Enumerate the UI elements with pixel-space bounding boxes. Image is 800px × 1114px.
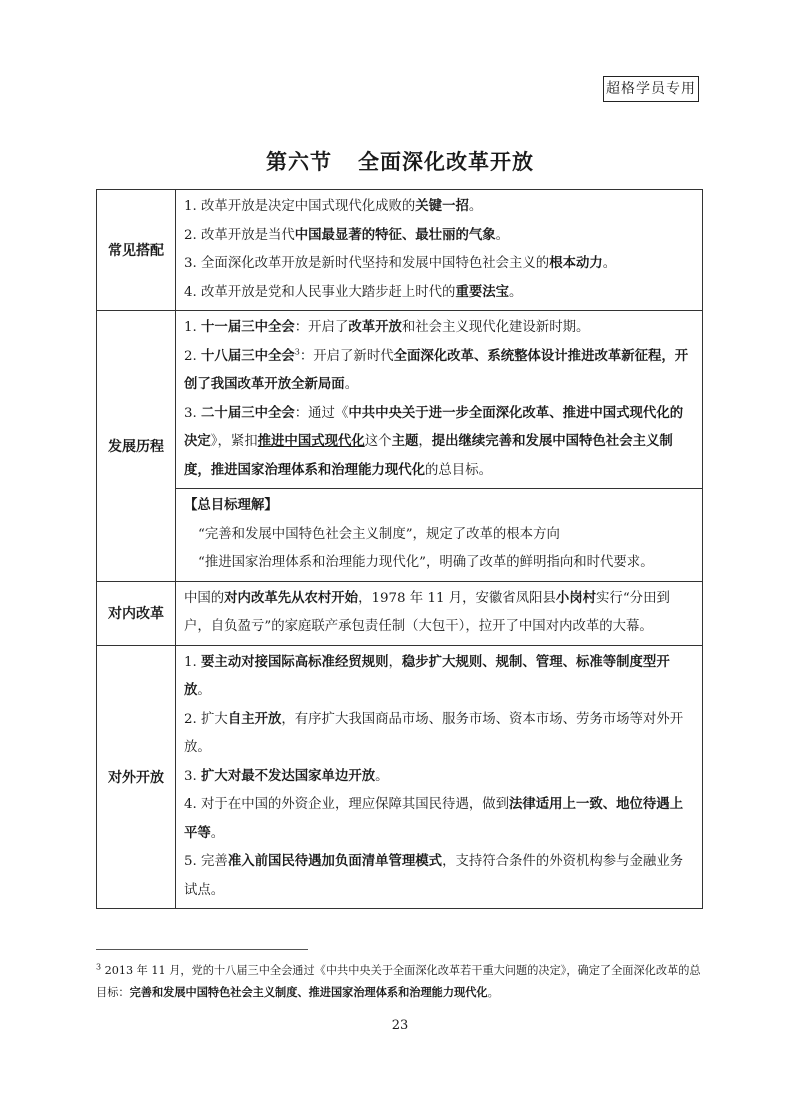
goal-line: “推进国家治理体系和治理能力现代化”，明确了改革的鲜明指向和时代要求。 (198, 555, 654, 570)
emphasis-text: 中国最显著的特征、最壮丽的气象 (294, 227, 496, 243)
text-run: 。 (509, 284, 523, 300)
text-run: 2. 扩大 (184, 711, 228, 727)
row-content (176, 581, 703, 645)
emphasis-text: 小岗村 (555, 590, 597, 606)
emphasis-text: 二十届三中全会 (201, 405, 295, 421)
emphasis-text: 自主开放 (227, 711, 282, 727)
text-run: ：通过《 (294, 405, 349, 421)
section-name: 全面深化改革开放 (358, 149, 534, 174)
emphasis-text: 十八届三中全会 (201, 348, 295, 364)
emphasis-text: 对内改革先从农村开始 (224, 590, 359, 606)
text-run: 2013 年 11 月，党的十八届三中全会通过《中共中央关于全面深化改革若干重大问题的决定》，确定了全面深化改革的总目标： (96, 964, 701, 999)
text-run: 。 (344, 377, 359, 392)
emphasis-text: 中共中央关于进一步全面深化改革、推进中国式现代化的决定 (184, 405, 684, 449)
emphasis-text: 扩大对最不发达国家单边开放 (201, 768, 376, 784)
text-run: 2. 改革开放是当代 (184, 227, 295, 243)
exclusive-stamp: 超格学员专用 (603, 76, 699, 102)
text-run: 。 (468, 199, 483, 214)
text-run: 实行“分田到户，自负盈亏”的家庭联产承包责任制（大包干），拉开了中国对内改革的大幕。 (184, 590, 670, 634)
row-content (176, 190, 703, 311)
list-item (184, 585, 696, 642)
list-item (184, 222, 696, 251)
emphasis-text: 主题 (391, 434, 419, 449)
text-run: ，1978 年 11 月，安徽省凤阳县 (358, 590, 556, 606)
list-item (184, 250, 696, 279)
row-content (176, 645, 703, 909)
text-run: ，有序扩大我国商品市场、服务市场、资本市场、劳务市场等对外开放。 (184, 711, 684, 755)
emphasis-text: 十一届三中全会 (201, 320, 295, 335)
footnote-mark: 3 (96, 962, 102, 972)
emphasis-text: 提出继续完善和发展中国特色社会主义制度，推进国家治理体系和治理能力现代化 (184, 434, 673, 478)
emphasis-text: 准入前国民待遇加负面清单管理模式 (227, 854, 443, 869)
row-label: 发展历程 (97, 311, 176, 582)
text-run: ， (388, 654, 402, 670)
text-run: 1. 改革开放是决定中国式现代化成败的 (184, 199, 416, 214)
goal-explanation (176, 489, 703, 582)
text-run: ， (418, 434, 432, 449)
section-number: 第六节 (266, 149, 332, 174)
emphasis-text: 改革开放 (348, 320, 402, 335)
list-item (184, 343, 696, 400)
text-run: 3. (184, 405, 202, 421)
row-label: 对内改革 (97, 581, 176, 645)
section-title (0, 146, 800, 176)
table-row (97, 311, 703, 489)
content-table (96, 189, 703, 909)
goal-line: “完善和发展中国特色社会主义制度”，规定了改革的根本方向 (198, 526, 560, 542)
text-run: 3. 全面深化改革开放是新时代坚持和发展中国特色社会主义的 (184, 256, 550, 271)
text-run: 。 (375, 768, 389, 784)
page-number: 23 (391, 1018, 409, 1033)
emphasis-text: 全面深化改革、系统整体设计推进改革新征程，开创了我国改革开放全新局面 (184, 348, 689, 392)
text-run: 》，紧扣 (210, 434, 258, 449)
row-label: 常见搭配 (97, 190, 176, 311)
emphasis-text: 重要法宝 (455, 284, 510, 300)
text-run: 1. (184, 320, 202, 335)
text-run: 1. (184, 654, 202, 670)
text-run: 这个 (364, 434, 392, 449)
list-item (184, 649, 696, 706)
emphasis-text: 稳步扩大规则、规制、管理、标准等制度型开放 (184, 654, 670, 698)
text-run: ，支持符合条件的外资机构参与金融业务试点。 (184, 854, 684, 898)
table-row (97, 581, 703, 645)
text-run: 。 (495, 227, 510, 243)
list-item (184, 848, 696, 905)
table-row (97, 645, 703, 909)
emphasis-text: 推进中国式现代化 (257, 434, 365, 449)
text-run: ：开启了 (294, 320, 349, 335)
footnote-text (96, 964, 701, 999)
table-row (97, 190, 703, 311)
row-content (176, 311, 703, 489)
text-run: 和社会主义现代化建设新时期。 (401, 320, 590, 335)
text-run: 的总目标。 (425, 462, 492, 478)
text-run: 5. 完善 (184, 854, 228, 869)
text-run: 。 (197, 683, 211, 698)
text-run: 4. 对于在中国的外资企业，理应保障其国民待遇，做到 (184, 797, 510, 812)
emphasis-text: 要主动对接国际高标准经贸规则 (201, 654, 389, 670)
footnote (96, 960, 703, 1004)
list-item (184, 193, 696, 222)
text-run: 中国的 (184, 590, 225, 606)
emphasis-text: 根本动力 (549, 256, 603, 271)
list-item (184, 791, 696, 848)
list-item (184, 279, 696, 308)
row-label: 对外开放 (97, 645, 176, 909)
list-item (184, 706, 696, 763)
table-row (97, 489, 703, 582)
text-run: ：开启了新时代 (299, 348, 394, 364)
text-run: 3. (184, 768, 202, 784)
list-item (184, 763, 696, 792)
list-item (184, 400, 696, 486)
goal-heading: 【总目标理解】 (184, 498, 278, 513)
emphasis-text: 关键一招 (415, 199, 469, 214)
text-run: 。 (487, 986, 499, 999)
list-item (184, 314, 696, 343)
emphasis-text: 完善和发展中国特色社会主义制度、推进国家治理体系和治理能力现代化 (129, 986, 488, 999)
text-run: 。 (602, 256, 617, 271)
footnote-divider (96, 949, 308, 950)
text-run: 2. (184, 348, 202, 364)
text-run: 4. 改革开放是党和人民事业大踏步赶上时代的 (184, 284, 456, 300)
text-run: 。 (210, 825, 225, 841)
emphasis-text: 法律适用上一致、地位待遇上平等 (184, 797, 684, 841)
footnote-ref: 3 (294, 347, 300, 357)
